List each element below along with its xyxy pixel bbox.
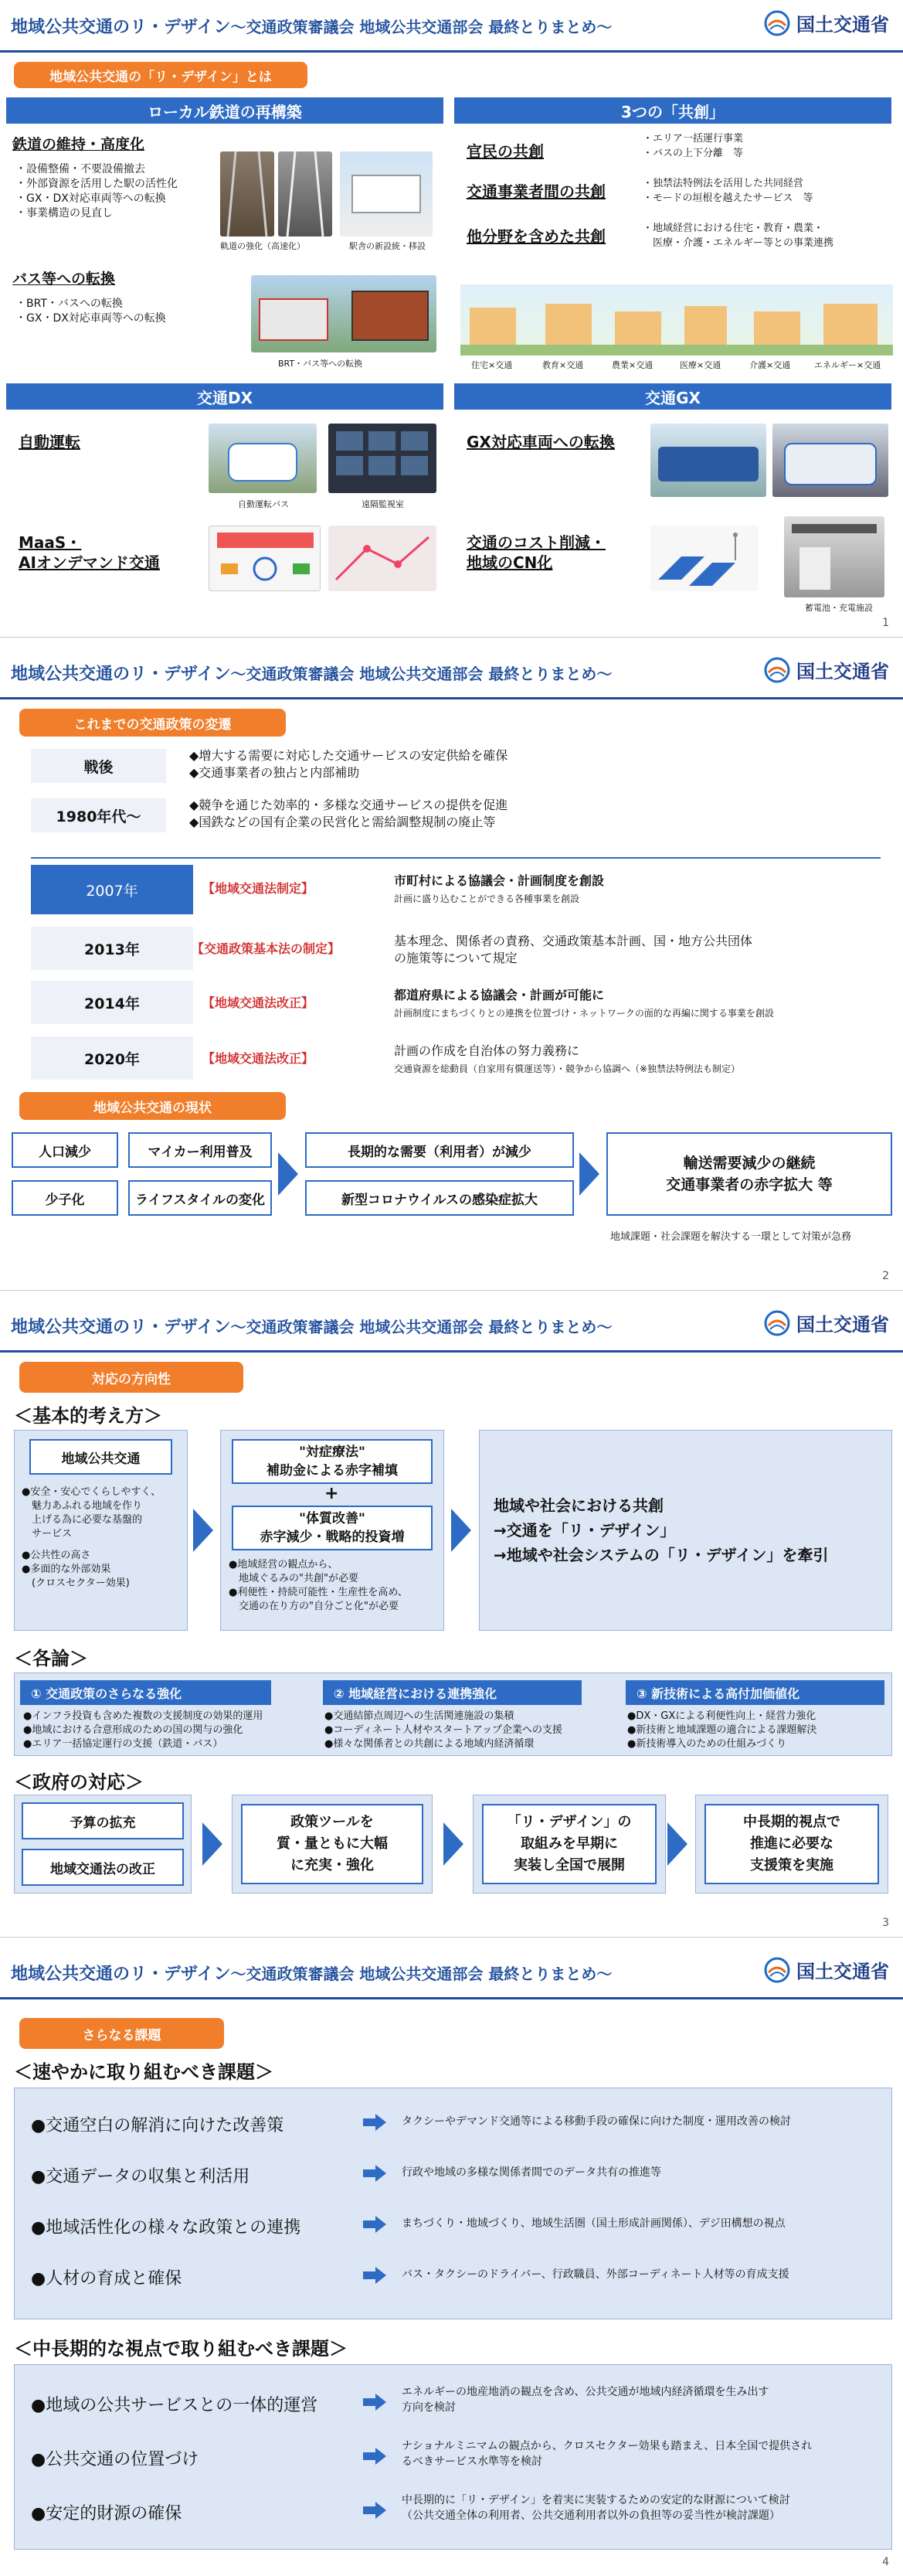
page-number: 1 — [882, 617, 889, 629]
result-box: 輸送需要減少の継続 交通事業者の赤字拡大 等 — [606, 1132, 892, 1216]
page-number: 3 — [882, 1917, 889, 1929]
flow-box: 中長期的視点で 推進に必要な 支援策を実施 — [704, 1804, 879, 1884]
mlit-logo: 国土交通省 — [764, 656, 889, 683]
kyoso-2-heading: 交通事業者間の共創 — [467, 182, 606, 201]
arrow-right-icon — [363, 2394, 386, 2411]
slide-3 — [0, 1300, 903, 1938]
effect-box: 長期的な需要（利用者）が減少 — [305, 1132, 574, 1168]
kakuron-heading: ＜各論＞ — [14, 1648, 88, 1669]
gx-vehicle-heading: GX対応車両への転換 — [467, 433, 615, 451]
mid-item: ●安定的財源の確保 — [31, 2504, 182, 2523]
cause-box: 少子化 — [12, 1180, 118, 1216]
year-label: 2020年 — [31, 1036, 193, 1080]
flow-box: 「リ・デザイン」の 取組みを早期に 実装し全国で展開 — [482, 1804, 657, 1884]
divider — [31, 857, 881, 859]
mid-desc: エネルギーの地産地消の観点を含め、公共交通が地域内経済循環を生み出す 方向を検討 — [402, 2386, 769, 2414]
urgent-desc: バス・タクシーのドライバー、行政職員、外部コーディネート人材等の育成支援 — [402, 2268, 789, 2281]
mlit-emblem-icon — [764, 10, 790, 36]
autonomous-bus-caption: 自動運転バス — [238, 499, 289, 509]
charging-caption: 蓄電池・充電施設 — [805, 603, 873, 613]
chevron-right-icon — [667, 1822, 687, 1866]
status-tab: 地域公共交通の現状 — [19, 1092, 286, 1120]
mid-desc: ナショナルミニマムの観点から、クロスセクター効果も踏まえ、日本全国で提供され るべきサービス水準等を検討 — [402, 2440, 813, 2468]
year-text: 都道府県による協議会・計画が可能に 計画制度にまちづくりとの連携を位置づけ・ネットワークの面的な再編に関する事業を創設 — [394, 988, 774, 1019]
solar-wind-illustration — [650, 526, 759, 591]
urgent-item: ●人材の育成と確保 — [31, 2269, 182, 2288]
kyoso-2-item: ・独禁法特例法を活用した共同経営 — [643, 178, 804, 189]
era-label: 1980年代～ — [31, 798, 166, 832]
rail-item: ・GX・DX対応車両等への転換 — [15, 192, 166, 205]
page-number: 2 — [882, 1270, 889, 1282]
header-title: 地域公共交通のリ・デザイン～交通政策審議会 地域公共交通部会 最終とりまとめ～ — [11, 665, 613, 684]
kyoso-1-item: ・エリア一括運行事業 — [643, 133, 744, 145]
maas-heading-1: MaaS・ — [19, 533, 82, 552]
rail-heading: 鉄道の維持・高度化 — [12, 136, 145, 153]
cross-caption: 教育×交通 — [542, 360, 584, 370]
era-label: 戦後 — [31, 749, 166, 783]
station-photo — [340, 151, 433, 237]
header-title: 地域公共交通のリ・デザイン～交通政策審議会 地域公共交通部会 最終とりまとめ～ — [11, 1965, 613, 1984]
year-text: 基本理念、関係者の責務、交通政策基本計画、国・地方公共団体 の施策等について規定 — [394, 934, 753, 965]
mid-item: ●公共交通の位置づけ — [31, 2450, 199, 2469]
gx-bus-photo — [772, 424, 888, 497]
cause-box: 人口減少 — [12, 1132, 118, 1168]
gov-box: 予算の拡充 — [22, 1802, 184, 1839]
arrow-right-icon — [363, 2165, 386, 2182]
slide-1 — [0, 0, 903, 638]
town-illustration — [460, 284, 893, 356]
chevron-right-icon — [451, 1509, 471, 1552]
mlit-emblem-icon — [764, 657, 790, 683]
cross-caption: 農業×交通 — [612, 360, 653, 370]
arrow-right-icon — [363, 2448, 386, 2465]
page-number: 4 — [882, 2556, 889, 2568]
ai-map-photo — [328, 526, 436, 591]
gov-heading: ＜政府の対応＞ — [14, 1771, 144, 1793]
taishitsu-box: "体質改善" 赤字減少・戦略的投資増 — [232, 1506, 433, 1550]
effect-box: 新型コロナウイルスの感染症拡大 — [305, 1180, 574, 1216]
rail-item: ・設備整備・不要設備撤去 — [15, 163, 145, 175]
direction-tab: 対応の方向性 — [19, 1362, 243, 1393]
rail-track-photo — [220, 151, 274, 237]
rail-item: ・事業構造の見直し — [15, 207, 113, 219]
urgent-desc: まちづくり・地域づくり、地域生活圏（国土形成計画関係）、デジ田構想の視点 — [402, 2217, 786, 2230]
mlit-emblem-icon — [764, 1310, 790, 1336]
gx-train-photo — [650, 424, 766, 497]
mid-heading: ＜中長期的な視点で取り組むべき課題＞ — [14, 2338, 348, 2360]
cause-box: マイカー利用普及 — [128, 1132, 272, 1168]
rail-caption: 軌道の強化（高速化） — [220, 241, 305, 251]
mid-desc: 中長期的に「リ・デザイン」を着実に実装するための安定的な財源について検討 （公共交通全体の利用者、公共交通利用者以外の負担等の妥当性が検討課題） — [402, 2494, 790, 2522]
law-label: 【交通政策基本法の制定】 — [192, 941, 341, 956]
slide-header — [0, 0, 903, 53]
urgent-desc: タクシーやデマンド交通等による移動手段の確保に向けた制度・運用改善の検討 — [402, 2115, 791, 2128]
remote-monitor-caption: 遠隔監視室 — [362, 499, 404, 509]
era-text: ◆増大する需要に対応した交通サービスの安定供給を確保 ◆交通事業者の独占と内部補助 — [189, 748, 508, 780]
mlit-logo: 国土交通省 — [764, 9, 889, 36]
cross-caption: 医療×交通 — [680, 360, 721, 370]
chiiki-box: 地域公共交通 — [29, 1439, 172, 1475]
dx-bar: 交通DX — [6, 383, 443, 410]
maas-diagram — [209, 526, 321, 591]
dx-autonomous-heading: 自動運転 — [19, 433, 80, 451]
bus-item: ・GX・DX対応車両等への転換 — [15, 312, 166, 325]
local-rail-bar: ローカル鉄道の再構築 — [6, 97, 443, 124]
law-label: 【地域交通法改正】 — [202, 995, 314, 1010]
slide-header — [0, 1300, 903, 1353]
brt-caption: BRT・バス等への転換 — [278, 359, 363, 369]
pillar-title: ③ 新技術による高付加価値化 — [626, 1680, 884, 1705]
kyoso-3-item: 医療・介護・エネルギー等との事業連携 — [643, 237, 834, 249]
urgent-item: ●交通データの収集と利活用 — [31, 2167, 250, 2186]
pillar-title: ① 交通政策のさらなる強化 — [20, 1680, 271, 1705]
maas-heading-2: AIオンデマンド交通 — [19, 553, 160, 572]
mlit-emblem-icon — [764, 1957, 790, 1983]
law-label: 【地域交通法改正】 — [202, 1051, 314, 1066]
bus-item: ・BRT・バスへの転換 — [15, 298, 123, 310]
cross-caption: 介護×交通 — [749, 360, 791, 370]
slide-2 — [0, 647, 903, 1291]
year-label: 2013年 — [31, 927, 193, 970]
year-text: 計画の作成を自治体の努力義務に 交通資源を総動員（自家用有償運送等）・競争から協調へ（※独禁法特例法も制定） — [394, 1043, 741, 1074]
mlit-logo: 国土交通省 — [764, 1309, 889, 1336]
bus-heading: バス等への転換 — [12, 271, 116, 288]
arrow-right-icon — [363, 2114, 386, 2131]
cn-heading-1: 交通のコスト削減・ — [467, 533, 606, 552]
basic-heading: ＜基本的考え方＞ — [14, 1405, 162, 1427]
remote-monitor-photo — [328, 424, 436, 493]
year-text: 市町村による協議会・計画制度を創設 計画に盛り込むことができる各種事業を創設 — [394, 873, 605, 904]
plus-sign: + — [324, 1484, 339, 1503]
cross-caption: 住宅×交通 — [471, 360, 513, 370]
section-tab: 地域公共交通の「リ・デザイン」とは — [14, 62, 307, 88]
history-tab: これまでの交通政策の変遷 — [19, 709, 286, 737]
mlit-logo: 国土交通省 — [764, 1956, 889, 1983]
kyoso-3-item: ・地域経営における住宅・教育・農業・ — [643, 223, 824, 234]
cross-caption: エネルギー×交通 — [814, 360, 881, 370]
issues-tab: さらなる課題 — [19, 2018, 224, 2049]
kyoso-1-item: ・バスの上下分離 等 — [643, 148, 744, 159]
goal-panel: 地域や社会における共創 →交通を「リ・デザイン」 →地域や社会システムの「リ・デザイン」を牽引 — [479, 1430, 892, 1631]
kyoso-bar: 3つの「共創」 — [454, 97, 891, 124]
charging-station-photo — [784, 516, 884, 597]
law-label: 【地域交通法制定】 — [202, 881, 314, 896]
gx-bar: 交通GX — [454, 383, 891, 410]
chevron-right-icon — [443, 1822, 463, 1866]
kyoso-2-item: ・モードの垣根を越えたサービス 等 — [643, 192, 813, 204]
gov-box: 地域交通法の改正 — [22, 1849, 184, 1886]
station-caption: 駅舎の新設統・移設 — [349, 241, 426, 251]
mid-item: ●地域の公共サービスとの一体的運営 — [31, 2396, 318, 2415]
kyoso-1-heading: 官民の共創 — [467, 142, 544, 161]
rail-track-photo — [278, 151, 332, 237]
header-title: 地域公共交通のリ・デザイン～交通政策審議会 地域公共交通部会 最終とりまとめ～ — [11, 1318, 613, 1337]
era-text: ◆競争を通じた効率的・多様な交通サービスの提供を促進 ◆国鉄などの国有企業の民営化と需給調整規制の廃止等 — [189, 798, 508, 829]
brt-photo — [251, 275, 436, 352]
chiiki-items: ●安全・安心でくらしやすく、 魅力あふれる地域を作り 上げる為に必要な基盤的 サービス ●公共性の高さ ●多面的な外部効果 (クロスセクター効果) — [22, 1486, 161, 1589]
header-title: 地域公共交通のリ・デザイン～交通政策審議会 地域公共交通部会 最終とりまとめ～ — [11, 18, 613, 37]
urgent-desc: 行政や地域の多様な関係者間でのデータ共有の推進等 — [402, 2166, 661, 2179]
slide-4 — [0, 1947, 903, 2576]
year-label-selected: 2007年 — [31, 865, 193, 914]
arrow-right-icon — [363, 2216, 386, 2233]
kyoso-3-heading: 他分野を含めた共創 — [467, 227, 606, 246]
taishitsu-items: ●地域経営の観点から、 地域ぐるみの"共創"が必要 ●利便性・持続可能性・生産性を高め、 交通の在り方の"自分ごと化"が必要 — [229, 1559, 408, 1612]
urgent-item: ●交通空白の解消に向けた改善策 — [31, 2116, 284, 2135]
pillar-items: ●交通結節点周辺への生活関連施設の集積 ●コーディネート人材やスタートアップ企業への支援 ●様々な関係者との共創による地域内経済循環 — [324, 1710, 563, 1750]
chevron-right-icon — [202, 1822, 222, 1866]
slide-header — [0, 647, 903, 699]
rail-item: ・外部資源を活用した駅の活性化 — [15, 178, 178, 190]
arrow-right-icon — [363, 2267, 386, 2284]
pillar-items: ●インフラ投資も含めた複数の支援制度の効果的運用 ●地域における合意形成のための国の関与の強化 ●エリア一括協定運行の支援（鉄道・バス） — [23, 1710, 263, 1750]
autonomous-bus-photo — [209, 424, 317, 493]
cause-box: ライフスタイルの変化 — [128, 1180, 272, 1216]
chevron-right-icon — [579, 1152, 599, 1196]
taisho-box: "対症療法" 補助金による赤字補填 — [232, 1439, 433, 1484]
chevron-right-icon — [193, 1509, 213, 1552]
pillar-title: ② 地域経営における連携強化 — [323, 1680, 582, 1705]
pillar-items: ●DX・GXによる利便性向上・経営力強化 ●新技術と地域課題の適合による課題解決 ●新技術導入のための仕組みづくり — [627, 1710, 817, 1750]
year-label: 2014年 — [31, 981, 193, 1024]
urgent-heading: ＜速やかに取り組むべき課題＞ — [14, 2061, 273, 2083]
note-text: 地域課題・社会課題を解決する一環として対策が急務 — [610, 1231, 852, 1243]
chevron-right-icon — [278, 1152, 298, 1196]
arrow-right-icon — [363, 2502, 386, 2519]
cn-heading-2: 地域のCN化 — [467, 553, 553, 572]
slide-header — [0, 1947, 903, 1999]
flow-box: 政策ツールを 質・量ともに大幅 に充実・強化 — [241, 1804, 423, 1884]
urgent-item: ●地域活性化の様々な政策との連携 — [31, 2218, 301, 2237]
